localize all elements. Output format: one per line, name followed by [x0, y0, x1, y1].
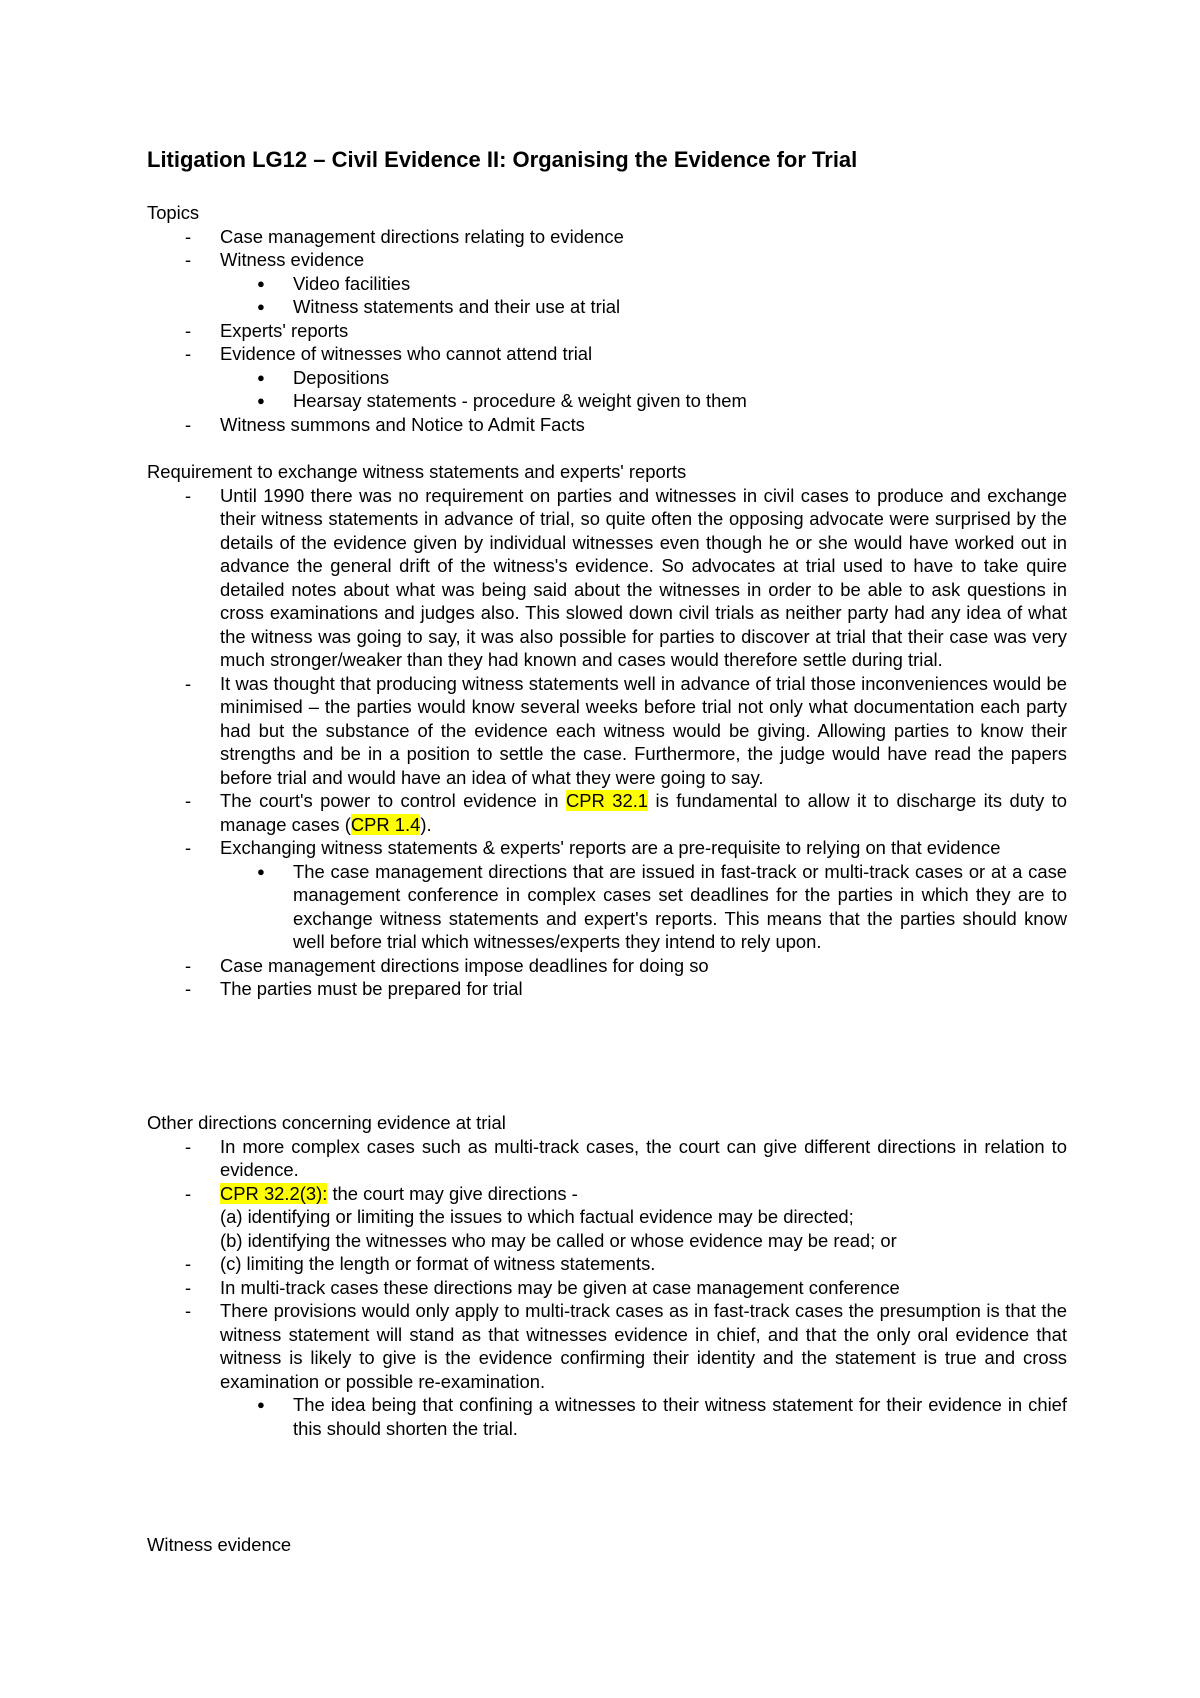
dash-marker: -	[185, 249, 192, 270]
list-item	[147, 1182, 1067, 1206]
dash-marker: -	[185, 225, 192, 247]
dash-marker: -	[185, 954, 192, 976]
paragraph-text: Exchanging witness statements & experts' reports are a pre-requisite to relying on that evidence	[220, 837, 1001, 858]
highlighted-reference: CPR 32.1	[565, 790, 649, 811]
dash-marker: -	[185, 1276, 192, 1298]
paragraph-text: the court may give directions -	[327, 1182, 578, 1204]
sub-list-item	[147, 1393, 1067, 1440]
requirement-section	[147, 460, 1067, 1001]
list-item	[147, 225, 1067, 249]
dash-marker: -	[185, 1182, 192, 1204]
sub-list-item	[147, 860, 1067, 954]
section-heading: Requirement to exchange witness statements and experts' reports	[147, 461, 687, 482]
sub-list-item	[147, 389, 1067, 413]
list-item	[147, 413, 1067, 437]
dash-marker: -	[185, 343, 192, 364]
bullet-icon: ●	[257, 275, 265, 291]
document-title: Litigation LG12 – Civil Evidence II: Organising the Evidence for Trial	[147, 147, 858, 172]
section-heading: Witness evidence	[147, 1534, 292, 1555]
list-item	[147, 1276, 1067, 1300]
dash-marker: -	[185, 978, 192, 999]
list-item-text: Case management directions relating to evidence	[220, 225, 624, 247]
continuation-line: (a) identifying or limiting the issues to which factual evidence may be directed;	[220, 1206, 854, 1227]
paragraph-text: The case management directions that are issued in fast-track or multi-track cases or at a case management conference in complex cases set deadlines for the parties in which they are to exchange witness statements and expert's reports. This means that the parties should know well before trial which witnesses/experts they intend to rely upon.	[293, 860, 1067, 952]
dash-marker: -	[185, 413, 192, 435]
bullet-icon: ●	[257, 369, 265, 385]
dash-marker: -	[185, 484, 192, 506]
dash-marker: -	[185, 790, 192, 811]
bullet-icon: ●	[257, 299, 265, 314]
dash-marker: -	[185, 1300, 192, 1321]
paragraph-text: Case management directions impose deadlines for doing so	[220, 954, 709, 976]
bullet-icon: ●	[257, 393, 265, 408]
list-item	[147, 1135, 1067, 1182]
paragraph-text: ).	[420, 813, 432, 835]
bullet-icon: ●	[257, 863, 265, 879]
list-item-text: Witness statements and their use at trial	[293, 296, 621, 317]
paragraph-text: (c) limiting the length or format of witness statements.	[220, 1253, 656, 1274]
list-item	[147, 836, 1067, 860]
list-item	[147, 342, 1067, 366]
bullet-icon: ●	[257, 1397, 265, 1412]
list-item-text: Depositions	[293, 366, 390, 388]
paragraph-text: The parties must be prepared for trial	[220, 978, 523, 999]
list-item	[147, 954, 1067, 978]
list-item	[147, 977, 1067, 1001]
highlighted-reference: CPR 1.4	[350, 813, 421, 835]
continuation-line: (b) identifying the witnesses who may be called or whose evidence may be read; or	[220, 1229, 897, 1251]
paragraph-text: The court's power to control evidence in	[220, 790, 566, 811]
paragraph-text: It was thought that producing witness statements well in advance of trial those inconveniences would be minimised – the parties would know several weeks before trial not only what documentation each party had but the substance of the evidence each witness would be giving. Allowing parties to know their strengths and be in a position to settle the case. Furthermore, the judge would have read the papers before trial and would have an idea of what they were going to say.	[220, 672, 1067, 788]
paragraph-text: Until 1990 there was no requirement on parties and witnesses in civil cases to produce and exchange their witness statements in advance of trial, so quite often the opposing advocate were surprised by the details of the evidence given by individual witnesses even though he or she would have worked out in advance the general drift of the witness's evidence. So advocates at trial used to have to take quire detailed notes about what was being said about the witnesses in order to be able to ask questions in cross examinations and judges also. This slowed down civil trials as neither party had any idea of what the witness was going to say, it was also possible for parties to discover at trial that their case was very much stronger/weaker than they had known and cases would therefore settle during trial.	[220, 484, 1067, 670]
list-item	[147, 484, 1067, 672]
list-item-text: Hearsay statements - procedure & weight given to them	[293, 390, 747, 411]
list-item	[147, 319, 1067, 343]
paragraph-text: The idea being that confining a witnesses to their witness statement for their evidence in chief this should shorten the trial.	[293, 1394, 1067, 1439]
list-item-text: Experts' reports	[220, 319, 349, 341]
list-item-text: Evidence of witnesses who cannot attend trial	[220, 343, 593, 364]
paragraph-text: In more complex cases such as multi-track cases, the court can give different directions in relation to evidence.	[220, 1135, 1067, 1180]
list-item	[147, 672, 1067, 790]
dash-marker: -	[185, 672, 192, 694]
dash-marker: -	[185, 319, 192, 341]
paragraph-text: There provisions would only apply to multi-track cases as in fast-track cases the presumption is that the witness statement will stand as that witnesses evidence in chief, and that the only oral evidence that witness is likely to give is the evidence confirming their identity and the statement is true and cross examination or possible re-examination.	[220, 1300, 1067, 1392]
topics-section	[147, 201, 1067, 436]
section-heading: Other directions concerning evidence at trial	[147, 1112, 506, 1133]
paragraph-text: In multi-track cases these directions may be given at case management conference	[220, 1276, 900, 1298]
sub-list-item	[147, 366, 1067, 390]
sub-list-item	[147, 295, 1067, 319]
list-item-text: Witness evidence	[220, 249, 365, 270]
list-item	[147, 1299, 1067, 1393]
highlighted-reference: CPR 32.2(3):	[220, 1182, 328, 1204]
dash-marker: -	[185, 837, 192, 858]
list-item	[147, 789, 1067, 836]
list-item	[147, 1252, 1067, 1276]
topics-heading: Topics	[147, 202, 200, 223]
other-directions-section	[147, 1111, 1067, 1440]
list-item-text: Witness summons and Notice to Admit Facts	[220, 413, 585, 435]
list-item-text: Video facilities	[293, 272, 411, 294]
witness-evidence-section	[147, 1533, 1067, 1557]
sub-list-item	[147, 272, 1067, 296]
dash-marker: -	[185, 1253, 192, 1274]
list-item	[147, 248, 1067, 272]
dash-marker: -	[185, 1135, 192, 1157]
paragraph-text: is fundamental to allow it to discharge its duty to manage cases (	[220, 790, 1068, 835]
